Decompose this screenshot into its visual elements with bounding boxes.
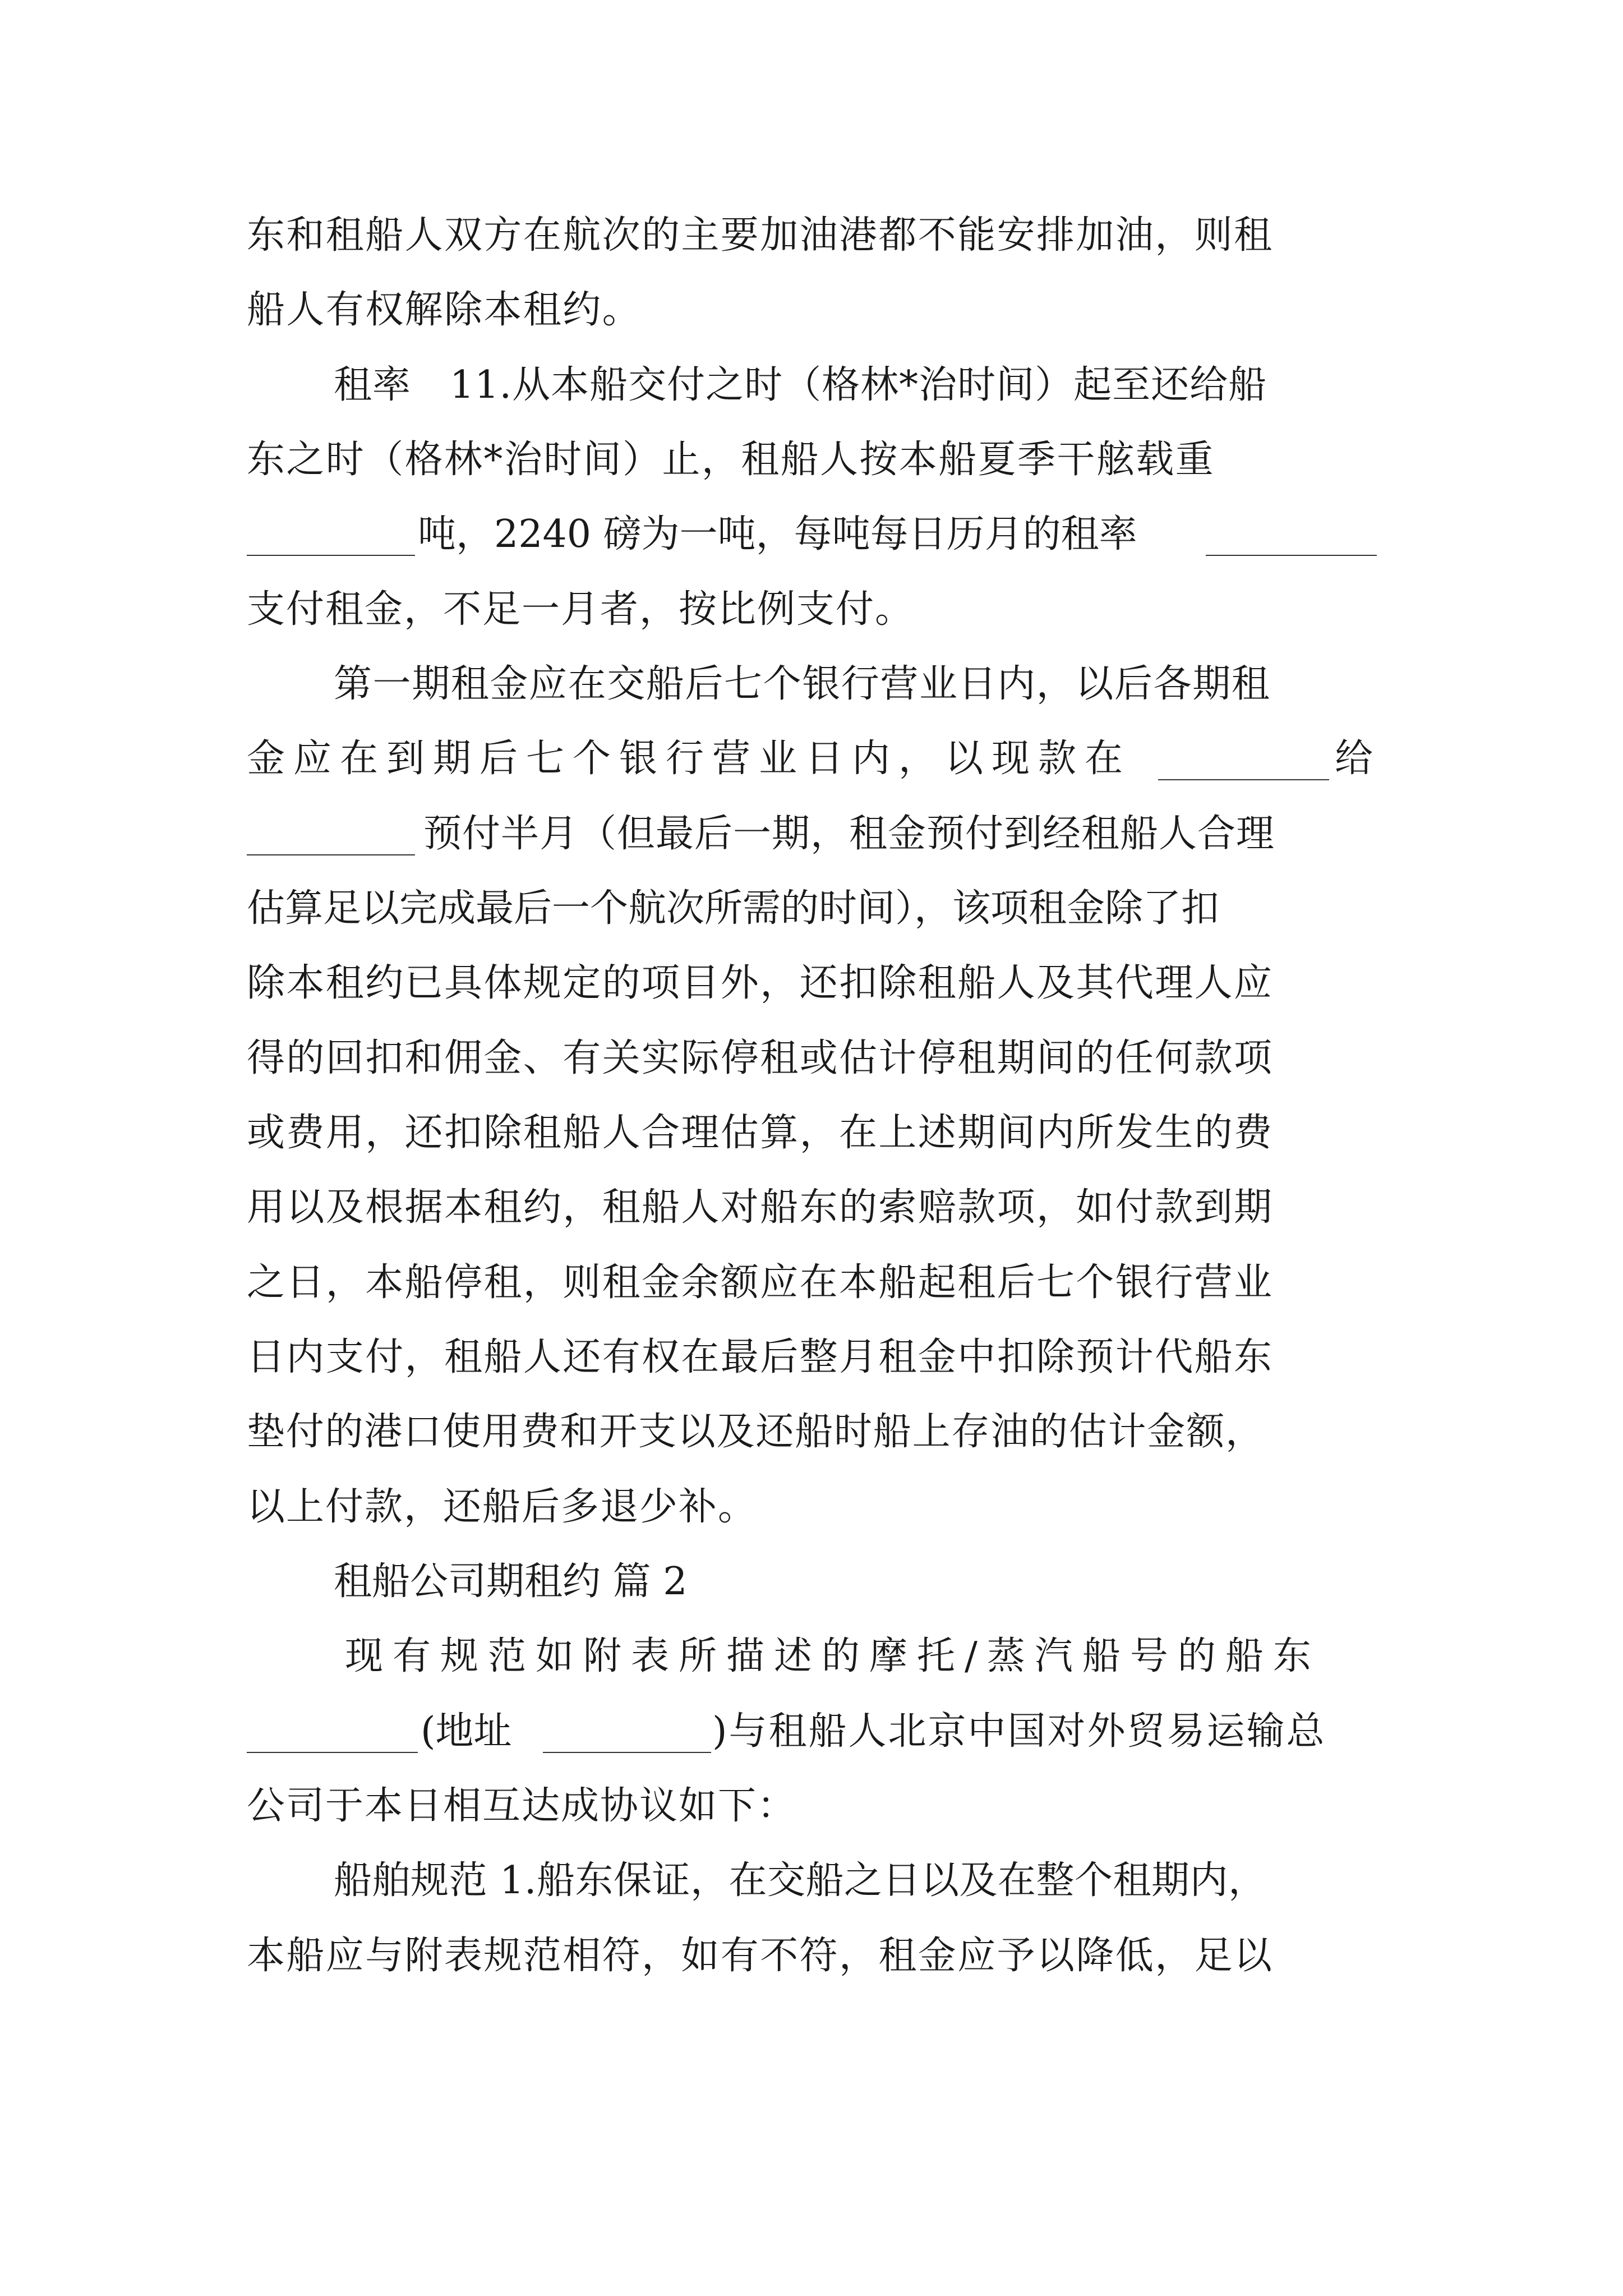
text-segment: 给 [1335, 737, 1373, 781]
text-line [0, 881, 1623, 937]
text-segment: 得的回扣和佣金、有关实际停租或估计停租期间的任何款项 [247, 1036, 1274, 1080]
fill-in-blank [247, 1752, 418, 1753]
text-segment: 船人有权解除本租约。 [247, 288, 642, 332]
text-segment: 吨，2240 磅为一吨，每吨每日历月的租率 [418, 512, 1137, 556]
text-line [0, 432, 1623, 488]
text-line [0, 1628, 1623, 1685]
text-segment: 船舶规范 1.船东保证，在交船之日以及在整个租期内， [334, 1858, 1267, 1903]
text-line [0, 208, 1623, 264]
fill-in-blank [1158, 779, 1329, 780]
text-line [0, 806, 1623, 862]
text-line [0, 1853, 1623, 1909]
text-segment: 东和租船人双方在航次的主要加油港都不能安排加油，则租 [247, 213, 1274, 257]
text-line [0, 1105, 1623, 1161]
fill-in-blank [247, 555, 415, 556]
text-line [0, 1255, 1623, 1311]
text-segment: 之日，本船停租，则租金余额应在本船起租后七个银行营业 [247, 1260, 1274, 1305]
text-segment: 金应在到期后七个银行营业日内，以现款在 [247, 737, 1132, 781]
text-segment: 支付租金，不足一月者，按比例支付。 [247, 587, 915, 632]
text-segment: 日内支付，租船人还有权在最后整月租金中扣除预计代船东 [247, 1335, 1274, 1379]
text-segment: )与租船人北京中国对外贸易运输总 [712, 1709, 1326, 1754]
fill-in-blank [247, 854, 415, 855]
section-heading [0, 1554, 1623, 1610]
text-line [0, 955, 1623, 1011]
text-line [0, 507, 1623, 563]
text-segment: 东之时（格林*治时间）止，租船人按本船夏季干舷载重 [247, 438, 1215, 482]
text-segment: 垫付的港口使用费和开支以及还船时船上存油的估计金额， [247, 1410, 1265, 1454]
text-line [0, 731, 1623, 787]
text-line [0, 1180, 1623, 1236]
text-segment: (地址 [421, 1709, 512, 1754]
fill-in-blank [1206, 555, 1377, 556]
text-line [0, 1030, 1623, 1087]
text-segment: 本船应与附表规范相符，如有不符，租金应予以降低，足以 [247, 1934, 1274, 1978]
text-line [0, 1704, 1623, 1760]
text-line [0, 656, 1623, 712]
text-line [0, 582, 1623, 638]
text-segment: 租率 11.从本船交付之时（格林*治时间）起至还给船 [334, 363, 1267, 407]
text-line [0, 1404, 1623, 1460]
text-segment: 估算足以完成最后一个航次所需的时间），该项租金除了扣 [247, 886, 1220, 931]
text-line [0, 357, 1623, 413]
text-segment: 以上付款，还船后多退少补。 [247, 1485, 758, 1529]
text-segment: 公司于本日相互达成协议如下： [247, 1784, 797, 1828]
text-line [0, 282, 1623, 338]
section-heading-text: 租船公司期租约 篇 2 [334, 1559, 688, 1604]
text-line [0, 1479, 1623, 1535]
text-segment: 第一期租金应在交船后七个银行营业日内，以后各期租 [334, 662, 1271, 706]
text-line [0, 1928, 1623, 1984]
text-line [0, 1329, 1623, 1386]
text-segment: 或费用，还扣除租船人合理估算，在上述期间内所发生的费 [247, 1111, 1274, 1155]
text-line [0, 1778, 1623, 1834]
text-segment: 预付半月（但最后一期，租金预付到经租船人合理 [423, 812, 1275, 856]
fill-in-blank [543, 1752, 711, 1753]
text-segment: 用以及根据本租约，租船人对船东的索赔款项，如付款到期 [247, 1185, 1274, 1230]
text-segment: 除本租约已具体规定的项目外，还扣除租船人及其代理人应 [247, 961, 1274, 1005]
text-segment: 现有规范如附表所描述的摩托/蒸汽船号的船东 [345, 1634, 1321, 1678]
